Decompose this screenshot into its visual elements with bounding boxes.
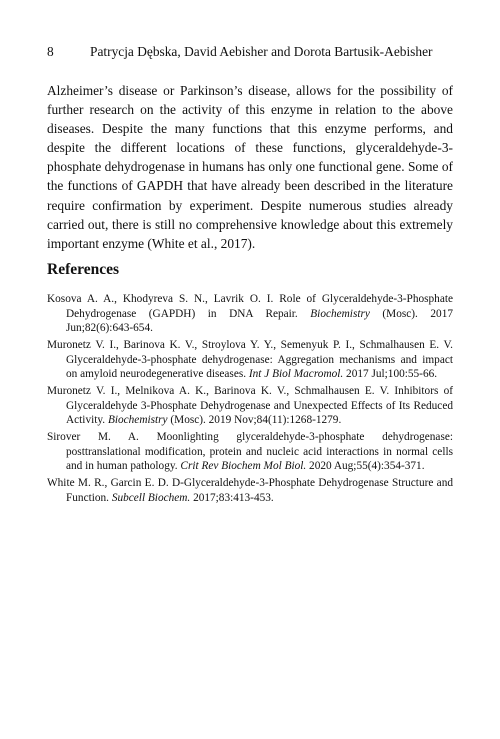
- reference-text: Kosova A. A., Khodyreva S. N., Lavrik O. I. Role of Glyceraldehyde-3-Phosphate Dehydrogenase (GAPDH) in DNA Repair.: [47, 293, 453, 320]
- reference-item: [47, 292, 453, 336]
- header-authors: Patrycja Dębska, David Aebisher and Dorota Bartusik-Aebisher: [90, 44, 433, 59]
- reference-citation: 2017 Jul;100:55-66.: [343, 368, 438, 381]
- reference-text: Sirover M. A. Moonlighting glyceraldehyde-3-phosphate dehydrogenase: posttranslational modification, protein and nucleic acid interactions in normal cells and in human pathology.: [47, 431, 453, 473]
- reference-text: Muronetz V. I., Melnikova A. K., Barinova K. V., Schmalhausen E. V. Inhibitors of Glyceraldehyde 3-Phosphate Dehydrogenase and Unexpected Effects of Its Reduced Activity.: [47, 385, 453, 427]
- body-paragraph: Alzheimer’s disease or Parkinson’s disease, allows for the possibility of further research on the activity of this enzyme in relation to the above diseases. Despite the many functions that this enzyme performs, and despite the different locations of these functions, glyceraldehyde-3-phosphate dehydrogenase in humans has only one functional gene. Some of the functions of GAPDH that have already been described in the literature require confirmation by experiment. Despite numerous studies already carried out, there is still no comprehensive knowledge about this extremely important enzyme (White et al., 2017).: [47, 83, 453, 251]
- reference-journal: Int J Biol Macromol.: [248, 368, 344, 381]
- reference-text: White M. R., Garcin E. D. D-Glyceraldehyde-3-Phosphate Dehydrogenase Structure and Function.: [47, 477, 453, 504]
- reference-item: [47, 384, 453, 428]
- page-number: 8: [47, 44, 54, 59]
- running-header: [47, 44, 453, 60]
- reference-citation: 2020 Aug;55(4):354-371.: [306, 460, 425, 473]
- reference-journal: Biochemistry: [310, 307, 370, 320]
- reference-citation: 2017;83:413-453.: [190, 491, 274, 504]
- references-heading: References: [47, 261, 120, 278]
- reference-item: [47, 476, 453, 505]
- reference-citation: (Mosc). 2019 Nov;84(11):1268-1279.: [167, 414, 342, 427]
- reference-journal: Crit Rev Biochem Mol Biol.: [180, 460, 307, 473]
- reference-item: [47, 338, 453, 382]
- reference-list: [47, 292, 453, 508]
- reference-text: Muronetz V. I., Barinova K. V., Stroylova Y. Y., Semenyuk P. I., Schmalhausen E. V. Glyceraldehyde-3-phosphate dehydrogenase: Aggregation mechanisms and impact on amyloid neurodegenerative diseases.: [47, 339, 453, 381]
- reference-journal: Biochemistry: [107, 414, 168, 427]
- reference-citation: (Mosc). 2017 Jun;82(6):643-654.: [66, 307, 453, 334]
- reference-item: [47, 430, 453, 474]
- reference-journal: Subcell Biochem.: [111, 491, 191, 504]
